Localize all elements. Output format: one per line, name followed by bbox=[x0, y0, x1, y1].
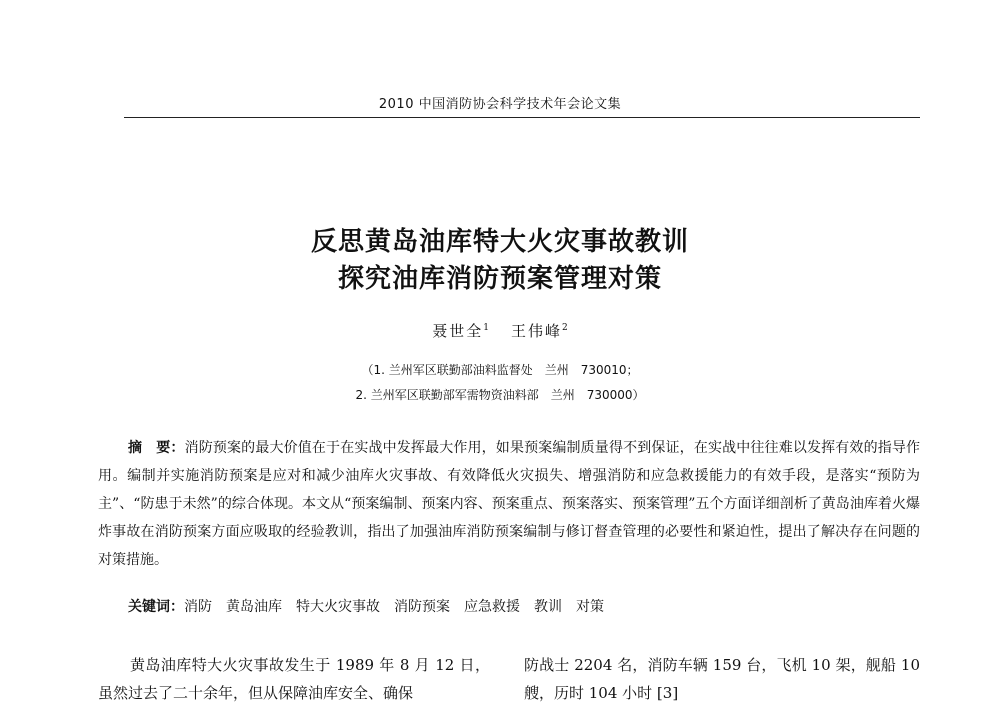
author-name: 王伟峰 bbox=[511, 322, 563, 340]
keyword: 消防 bbox=[184, 599, 212, 615]
keyword: 消防预案 bbox=[394, 599, 450, 615]
keyword: 对策 bbox=[576, 599, 604, 615]
author-affiliation-mark: 1 bbox=[483, 323, 489, 333]
keyword: 特大火灾事故 bbox=[296, 599, 380, 615]
keywords bbox=[128, 596, 920, 616]
title-line-1: 反思黄岛油库特大火灾事故教训 bbox=[310, 227, 689, 257]
running-header: 2010 中国消防协会科学技术年会论文集 bbox=[378, 97, 622, 112]
keyword: 教训 bbox=[534, 599, 562, 615]
abstract-text: 消防预案的最大价值在于在实战中发挥最大作用，如果预案编制质量得不到保证，在实战中往往难以发挥有效的指导作用。编制并实施消防预案是应对和减少油库火灾事故、有效降低火灾损失、增强消防和应急救援能力的有效手段，是落实“预防为主”、“防患于未然”的综合体现。本文从“预案编制、预案内容、预案重点、预案落实、预案管理”五个方面详细剖析了黄岛油库着火爆炸事故在消防预案方面应吸取的经验教训，指出了加强油库消防预案编制与修订督查管理的必要性和紧迫性，提出了解决存在问题的对策措施。 bbox=[98, 440, 921, 568]
author-affiliation-mark: 2 bbox=[562, 323, 568, 333]
abstract-label: 摘 要： bbox=[128, 440, 185, 456]
affiliation-1: （1. 兰州军区联勤部油料监督处 兰州 730010； bbox=[361, 363, 639, 377]
title-line-2: 探究油库消防预案管理对策 bbox=[337, 264, 662, 294]
keyword: 应急救援 bbox=[464, 599, 520, 615]
author-name: 聂世全 bbox=[432, 322, 484, 340]
body-left-column: 黄岛油库特大火灾事故发生于 1989 年 8 月 12 日，虽然过去了二十余年，但从保障油库安全、确保 bbox=[98, 656, 490, 702]
authors bbox=[0, 320, 1000, 341]
body-right-column: 防战士 2204 名，消防车辆 159 台，飞机 10 架，舰船 10 艘，历时 104 小时 [3] bbox=[524, 656, 920, 702]
keywords-label: 关键词： bbox=[128, 599, 184, 615]
affiliation-2: 2. 兰州军区联勤部军需物资油料部 兰州 730000） bbox=[355, 388, 645, 402]
abstract bbox=[98, 434, 920, 574]
header-rule bbox=[124, 117, 920, 118]
keyword: 黄岛油库 bbox=[226, 599, 282, 615]
